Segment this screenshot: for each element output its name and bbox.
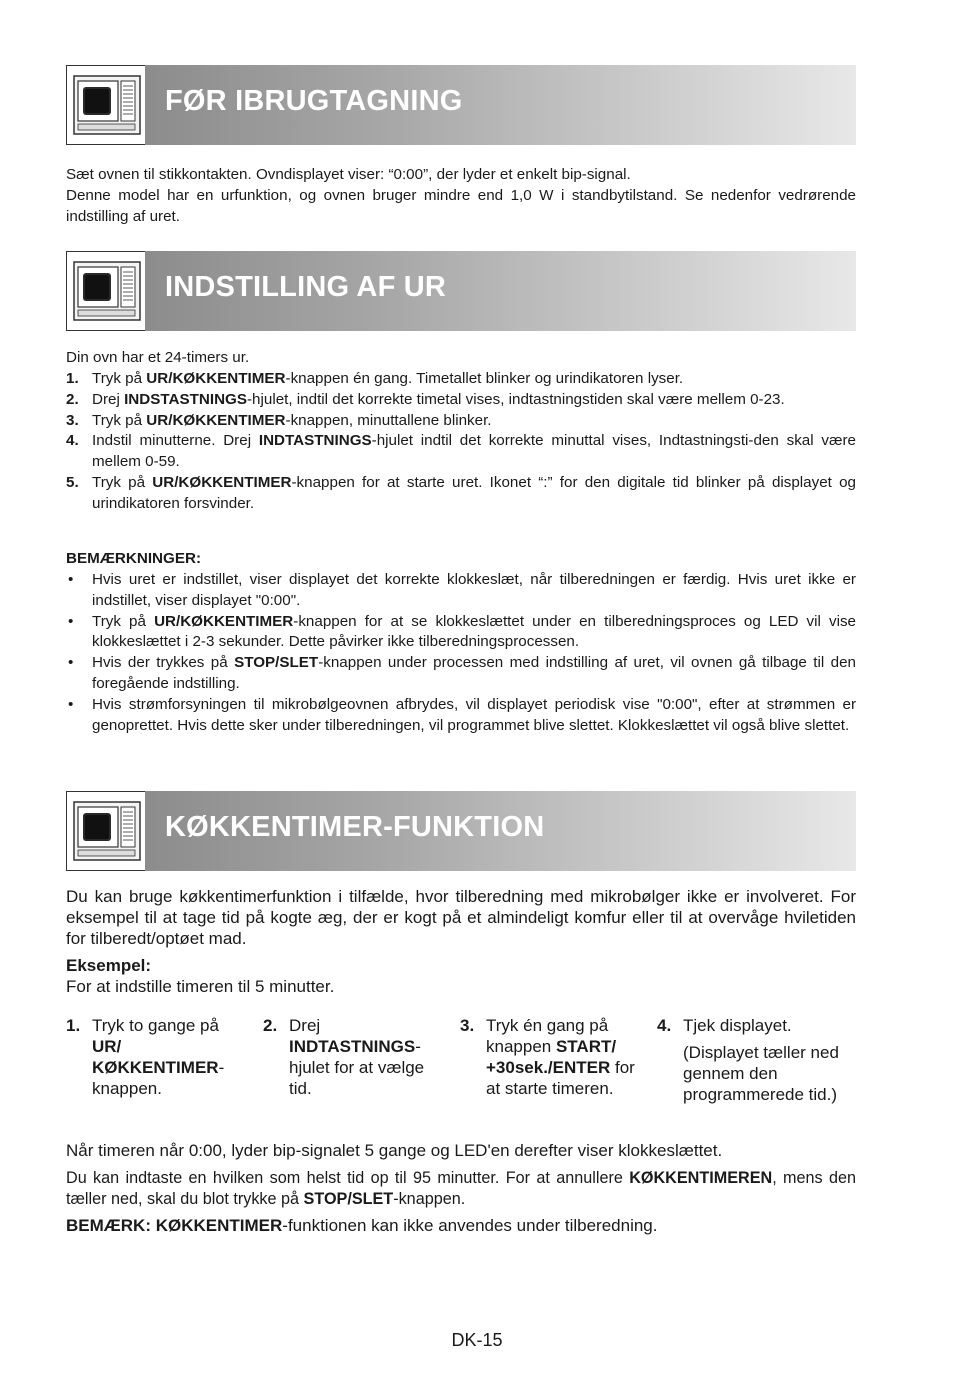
step-text: Tryk på (92, 473, 153, 491)
step-text: Tryk én gang på knappen (486, 1016, 609, 1056)
example-text: For at indstille timeren til 5 minutter. (66, 977, 335, 996)
step-number: 3. (66, 411, 79, 429)
step-number: 3. (460, 1016, 475, 1035)
example-heading: Eksempel: (66, 956, 152, 975)
note-text: Hvis der trykkes på (92, 654, 235, 672)
step-key: START/ +30sek./ENTER (486, 1037, 617, 1077)
microwave-icon (66, 251, 146, 331)
list-item (66, 612, 856, 654)
step-text: Drej (289, 1016, 321, 1035)
timer-step-4 (657, 1015, 837, 1105)
note-text: Hvis strømforsyningen til mikrobølgeovnen afbrydes, vil displayet periodisk vise "0:00", efter at strømmen er genoprettet. Hvis dette sker under tilberedningen, vil programmet blive slettet. Klokkeslættet vil også blive slettet. (92, 695, 856, 734)
section-title: INDSTILLING AF UR (165, 271, 447, 303)
key: STOP/SLET (303, 1190, 394, 1208)
note-key: BEMÆRK: KØKKENTIMER (66, 1216, 283, 1235)
microwave-icon (66, 65, 146, 145)
section-title: FØR IBRUGTAGNING (165, 85, 463, 117)
section-header-clock (66, 251, 856, 331)
step-number: 4. (657, 1016, 672, 1035)
list-item (66, 695, 856, 737)
step-text: Tjek displayet. (683, 1016, 792, 1035)
text: , mens den tæller ned, skal du blot trykke på (66, 1169, 856, 1208)
step-text: -hjulet, indtil det korrekte timetal vises, indtastningstiden skal være mellem 0-23. (247, 390, 785, 408)
step-note: (Displayet tæller ned gennem den programmerede tid.) (683, 1043, 839, 1104)
step-text: -knappen, minuttallene blinker. (285, 411, 492, 429)
step-text: Drej (92, 390, 125, 408)
timer-step-2 (263, 1015, 443, 1099)
title-bar (145, 65, 856, 145)
page-number: DK-15 (451, 1330, 503, 1350)
list-item (66, 473, 856, 515)
step-text: -knappen. (92, 1058, 225, 1098)
text: Du kan indtaste en hvilken som helst tid op til 95 minutter. For at annullere (66, 1169, 630, 1187)
step-key: UR/KØKKENTIMER (146, 411, 286, 429)
section-header-before-use (66, 65, 856, 145)
title-bar (145, 251, 856, 331)
bullet: • (68, 695, 74, 713)
clock-intro: Din ovn har et 24-timers ur. (66, 349, 250, 366)
bullet: • (68, 654, 74, 672)
microwave-icon (66, 791, 146, 871)
timer-after-2 (66, 1168, 856, 1210)
step-text: for at starte timeren. (486, 1058, 635, 1098)
key: KØKKENTIMEREN (629, 1169, 773, 1187)
list-item (66, 390, 856, 411)
step-key: INDSTASTNINGS (124, 390, 247, 408)
bullet: • (68, 571, 74, 588)
note-key: STOP/SLET (234, 654, 319, 672)
clock-notes (66, 570, 856, 736)
note-text: -funktionen kan ikke anvendes under tilberedning. (282, 1216, 658, 1235)
step-key: UR/ KØKKENTIMER (92, 1037, 219, 1077)
step-key: UR/KØKKENTIMER (146, 370, 286, 387)
step-number: 1. (66, 370, 79, 387)
clock-steps (66, 369, 856, 515)
list-item (66, 411, 856, 432)
list-item (66, 431, 856, 473)
note-key: UR/KØKKENTIMER (154, 612, 294, 630)
note-text: -knappen for at se klokkeslættet under en tilberedningsproces og LED vil vise klokkeslættet i 2-3 sekunder. Dette påvirker ikke tilberedningsprocessen. (92, 612, 857, 651)
section-header-kitchen-timer (66, 791, 856, 871)
note-text: Hvis uret er indstillet, viser displayet det korrekte klokkeslæt, når tilberedningen er færdig. Hvis uret ikke er indstillet, viser displayet "0:00". (92, 571, 856, 609)
step-number: 1. (66, 1016, 81, 1035)
timer-step-3 (460, 1015, 640, 1099)
text: -knappen. (393, 1190, 466, 1208)
list-item (66, 653, 856, 695)
notes-heading: BEMÆRKNINGER: (66, 550, 201, 567)
bullet: • (68, 612, 74, 630)
step-key: UR/KØKKENTIMER (152, 473, 292, 491)
before-use-line2: Denne model har en urfunktion, og ovnen bruger mindre end 1,0 W i standbytilstand. Se nedenfor vedrørende indstilling af uret. (66, 187, 856, 225)
timer-step-1 (66, 1015, 246, 1099)
step-text: -hjulet for at vælge tid. (289, 1037, 425, 1098)
note-text: Tryk på (92, 612, 155, 630)
timer-note (66, 1215, 856, 1236)
list-item (66, 570, 856, 612)
step-number: 5. (66, 473, 79, 491)
kitchen-timer-intro: Du kan bruge køkkentimerfunktion i tilfælde, hvor tilberedning med mikrobølger ikke er involveret. For eksempel til at tage tid på kogte æg, der er kogt på et almindeligt komfur eller til at overvåge hviletiden for tilberedt/optøet mad. (66, 887, 856, 948)
step-text: -knappen for at starte uret. Ikonet “:” for den digitale tid blinker på displayet og urindikatoren forsvinder. (92, 473, 856, 512)
timer-after-1: Når timeren når 0:00, lyder bip-signalet 5 gange og LED'en derefter viser klokkeslættet. (66, 1141, 723, 1160)
note-text: -knappen under processen med indstilling af uret, vil ovnen gå tilbage til den foregående indstilling. (92, 654, 856, 692)
title-bar (145, 791, 856, 871)
section-title: KØKKENTIMER-FUNKTION (165, 811, 545, 843)
step-text: -knappen én gang. Timetallet blinker og urindikatoren lyser. (285, 370, 684, 387)
step-text: Indstil minutterne. Drej (92, 432, 259, 450)
step-number: 4. (66, 432, 79, 450)
step-text: Tryk på (92, 370, 147, 387)
step-text: Tryk to gange på (92, 1016, 219, 1035)
step-text: Tryk på (92, 411, 147, 429)
before-use-line1: Sæt ovnen til stikkontakten. Ovndisplayet viser: “0:00”, der lyder et enkelt bip-signal. (66, 166, 631, 183)
step-number: 2. (263, 1016, 278, 1035)
step-text: -hjulet indtil det korrekte minuttal vises, Indtastningsti-den skal være mellem 0-59. (92, 432, 856, 471)
step-key: INDTASTNINGS (258, 432, 372, 450)
list-item (66, 369, 856, 390)
step-key: INDTASTNINGS (289, 1037, 416, 1056)
step-number: 2. (66, 390, 79, 408)
